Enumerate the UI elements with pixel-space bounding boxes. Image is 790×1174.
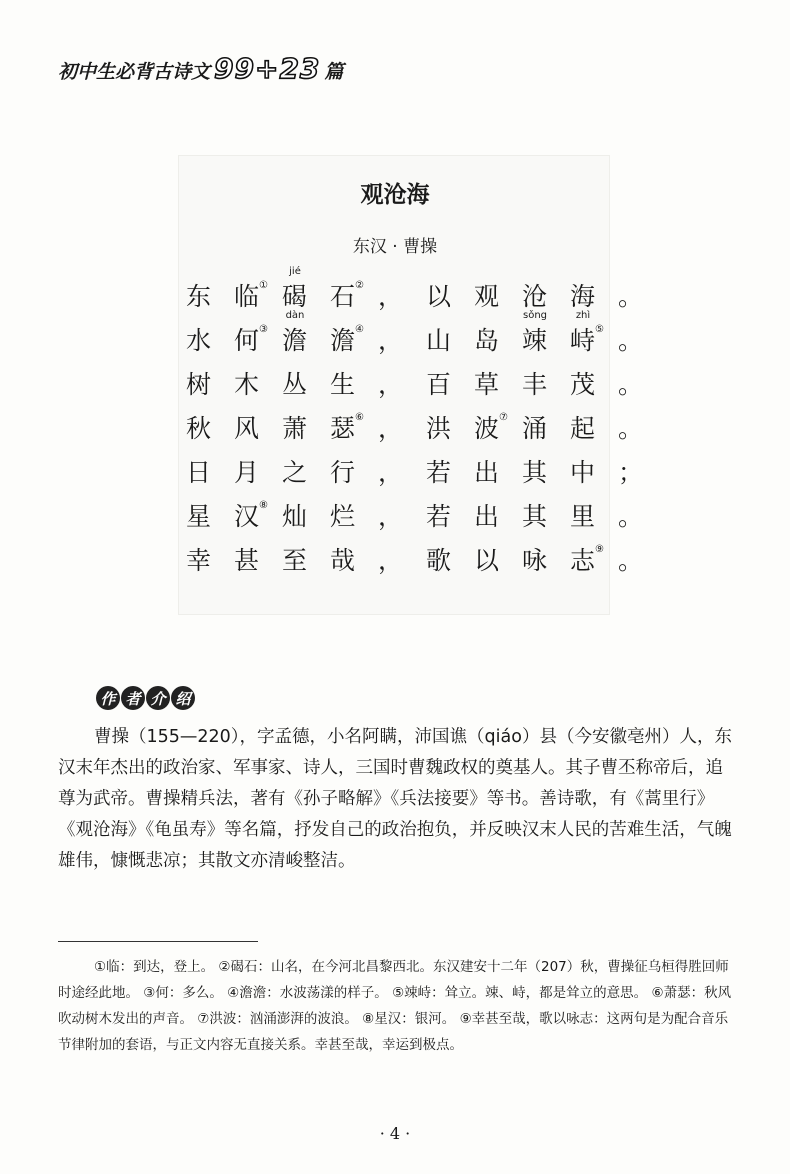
char-text: 月 — [234, 458, 260, 487]
poem-char — [522, 370, 570, 400]
poem-char — [618, 282, 666, 312]
poem-char — [474, 546, 522, 576]
char-text: 竦 — [522, 326, 548, 355]
poem-char — [234, 546, 282, 576]
char-text: 峙 — [570, 326, 596, 355]
char-text: 木 — [234, 370, 260, 399]
char-text: 若 — [426, 502, 452, 531]
poem-char — [378, 326, 426, 356]
char-text: 波 — [474, 414, 500, 443]
char-text: 星 — [186, 502, 212, 531]
poem-char — [522, 310, 570, 356]
poem-line — [186, 266, 666, 312]
char-text: 日 — [186, 458, 212, 487]
header-title: 初中生必背古诗文 — [58, 61, 211, 83]
char-text: 其 — [522, 502, 548, 531]
char-text: 沧 — [522, 282, 548, 311]
poem-char — [234, 370, 282, 400]
char-text: 志 — [570, 546, 596, 575]
poem-char — [234, 458, 282, 488]
pinyin-annotation: zhì — [575, 310, 591, 321]
char-text: ， — [378, 414, 404, 443]
char-text: 生 — [330, 370, 356, 399]
footnote-marker: ④ — [355, 324, 364, 335]
char-text: ， — [378, 502, 404, 531]
char-text: 碣 — [282, 282, 308, 311]
char-text: 水 — [186, 326, 212, 355]
poem-line — [186, 404, 666, 444]
poem-line — [186, 448, 666, 488]
poem-char — [234, 282, 282, 312]
char-text: 茂 — [570, 370, 596, 399]
poem-char — [378, 282, 426, 312]
char-text: ； — [618, 458, 644, 487]
char-text: 丛 — [282, 370, 308, 399]
char-text: ， — [378, 546, 404, 575]
poem-line — [186, 536, 666, 576]
char-text: 哉 — [330, 546, 356, 575]
poem-char — [618, 326, 666, 356]
char-text: 至 — [282, 546, 308, 575]
char-text: 以 — [426, 282, 452, 311]
footnote-marker: ⑥ — [355, 412, 364, 423]
char-text: 风 — [234, 414, 260, 443]
char-text: 东 — [186, 282, 212, 311]
poem-char — [618, 502, 666, 532]
char-text: 澹 — [330, 326, 356, 355]
poem-char — [186, 414, 234, 444]
poem-char — [426, 458, 474, 488]
poem-char — [186, 458, 234, 488]
poem-title: 观沧海 — [360, 182, 430, 208]
poem-char — [618, 458, 666, 488]
char-text: 丰 — [522, 370, 548, 399]
char-text: 百 — [426, 370, 452, 399]
poem-char — [186, 326, 234, 356]
poem-char — [474, 414, 522, 444]
char-text: 何 — [234, 326, 260, 355]
poem-char — [330, 458, 378, 488]
footnote-marker: ③ — [259, 324, 268, 335]
poem-char — [570, 282, 618, 312]
poem-char — [378, 370, 426, 400]
poem-char — [426, 546, 474, 576]
char-text: 。 — [618, 370, 644, 399]
char-text: 灿 — [282, 502, 308, 531]
char-text: 汉 — [234, 502, 260, 531]
poem-char — [522, 414, 570, 444]
char-text: 山 — [426, 326, 452, 355]
poem-char — [282, 370, 330, 400]
poem-char — [330, 282, 378, 312]
char-text: 秋 — [186, 414, 212, 443]
poem-author: 东汉 · 曹操 — [352, 237, 438, 257]
poem-char — [570, 310, 618, 356]
poem-char — [378, 546, 426, 576]
char-text: 起 — [570, 414, 596, 443]
poem-char — [426, 502, 474, 532]
pinyin-annotation: sǒng — [522, 310, 547, 321]
poem-char — [618, 370, 666, 400]
poem-char — [234, 414, 282, 444]
char-text: 临 — [234, 282, 260, 311]
header-number: 99+23 — [214, 52, 321, 85]
char-text: 。 — [618, 414, 644, 443]
footnote-marker: ① — [259, 280, 268, 291]
poem-char — [282, 458, 330, 488]
char-text: 洪 — [426, 414, 452, 443]
char-text: ， — [378, 282, 404, 311]
poem-line — [186, 360, 666, 400]
poem-char — [426, 326, 474, 356]
char-text: 甚 — [234, 546, 260, 575]
author-biography: 曹操（155—220），字孟德，小名阿瞒，沛国谯（qiáo）县（今安徽亳州）人，东汉末年杰出的政治家、军事家、诗人，三国时曹魏政权的奠基人。其子曹丕称帝后，追尊为武帝。曹操精兵法，著有《孙子略解》《兵法接要》等书。善诗歌，有《蒿里行》《观沧海》《龟虽寿》等名篇，抒发自己的政治抱负，并反映汉末人民的苦难生活，气魄雄伟，慷慨悲凉；其散文亦清峻整洁。 — [58, 727, 732, 871]
poem-char — [282, 266, 330, 312]
char-text: 岛 — [474, 326, 500, 355]
poem-char — [522, 282, 570, 312]
char-text: 以 — [474, 546, 500, 575]
poem-char — [474, 502, 522, 532]
poem-char — [570, 546, 618, 576]
poem-line — [186, 310, 666, 356]
footnote-marker: ⑧ — [259, 500, 268, 511]
poem-char — [186, 546, 234, 576]
poem-char — [330, 370, 378, 400]
poem-char — [234, 502, 282, 532]
footnote-marker: ⑤ — [595, 324, 604, 335]
char-text: 树 — [186, 370, 212, 399]
char-text: 若 — [426, 458, 452, 487]
char-text: 烂 — [330, 502, 356, 531]
poem-char — [282, 414, 330, 444]
poem-char — [282, 310, 330, 356]
badge-char: 者 — [121, 686, 145, 710]
char-text: 出 — [474, 502, 500, 531]
pinyin-annotation: jié — [289, 266, 301, 277]
footnote-marker: ② — [355, 280, 364, 291]
poem-char — [474, 458, 522, 488]
poem-char — [426, 414, 474, 444]
char-text: 出 — [474, 458, 500, 487]
char-text: 之 — [282, 458, 308, 487]
poem-char — [330, 546, 378, 576]
book-header — [58, 52, 343, 85]
poem-char — [522, 458, 570, 488]
poem-char — [618, 414, 666, 444]
poem-char — [522, 546, 570, 576]
char-text: 。 — [618, 502, 644, 531]
poem-char — [282, 502, 330, 532]
poem-char — [570, 458, 618, 488]
poem-char — [570, 414, 618, 444]
footnote-divider — [58, 941, 258, 942]
char-text: 观 — [474, 282, 500, 311]
poem-char — [186, 370, 234, 400]
footnote-marker: ⑨ — [595, 544, 604, 555]
poem-char — [186, 502, 234, 532]
poem-char — [186, 282, 234, 312]
char-text: 瑟 — [330, 414, 356, 443]
char-text: 里 — [570, 502, 596, 531]
page-number: · 4 · — [379, 1124, 411, 1143]
poem-char — [282, 546, 330, 576]
poem-char — [570, 370, 618, 400]
poem-char — [330, 502, 378, 532]
char-text: 萧 — [282, 414, 308, 443]
char-text: ， — [378, 326, 404, 355]
poem-char — [522, 502, 570, 532]
badge-char: 介 — [146, 686, 170, 710]
poem-line — [186, 492, 666, 532]
poem-char — [426, 370, 474, 400]
char-text: 行 — [330, 458, 356, 487]
char-text: ， — [378, 370, 404, 399]
poem-char — [618, 546, 666, 576]
footnotes: ①临：到达，登上。 ②碣石：山名，在今河北昌黎西北。东汉建安十二年（207）秋，曹操征乌桓得胜回师时途经此地。 ③何：多么。 ④澹澹：水波荡漾的样子。 ⑤竦峙：耸立。竦、峙，都是耸立的意思。 ⑥萧瑟：秋风吹动树木发出的声音。 ⑦洪波：汹涌澎湃的波浪。 ⑧星汉：银河。 ⑨幸甚至哉，歌以咏志：这两句是为配合音乐节律附加的套语，与正文内容无直接关系。幸甚至哉，幸运到极点。 — [58, 959, 732, 1053]
poem-char — [474, 282, 522, 312]
char-text: 海 — [570, 282, 596, 311]
char-text: 涌 — [522, 414, 548, 443]
poem-char — [234, 326, 282, 356]
char-text: 歌 — [426, 546, 452, 575]
poem-char — [330, 326, 378, 356]
char-text: 石 — [330, 282, 356, 311]
char-text: 中 — [570, 458, 596, 487]
char-text: 其 — [522, 458, 548, 487]
char-text: 。 — [618, 326, 644, 355]
footnote-marker: ⑦ — [499, 412, 508, 423]
char-text: 。 — [618, 282, 644, 311]
char-text: 澹 — [282, 326, 308, 355]
poem-char — [378, 502, 426, 532]
badge-char: 作 — [96, 686, 120, 710]
poem-char — [378, 458, 426, 488]
author-intro-badge — [96, 686, 195, 710]
char-text: 。 — [618, 546, 644, 575]
poem-char — [378, 414, 426, 444]
poem-char — [474, 326, 522, 356]
char-text: 草 — [474, 370, 500, 399]
header-suffix: 篇 — [324, 61, 344, 83]
poem-char — [426, 282, 474, 312]
pinyin-annotation: dàn — [285, 310, 305, 321]
poem-char — [330, 414, 378, 444]
poem-char — [570, 502, 618, 532]
char-text: ， — [378, 458, 404, 487]
char-text: 咏 — [522, 546, 548, 575]
char-text: 幸 — [186, 546, 212, 575]
poem-char — [474, 370, 522, 400]
badge-char: 绍 — [171, 686, 195, 710]
